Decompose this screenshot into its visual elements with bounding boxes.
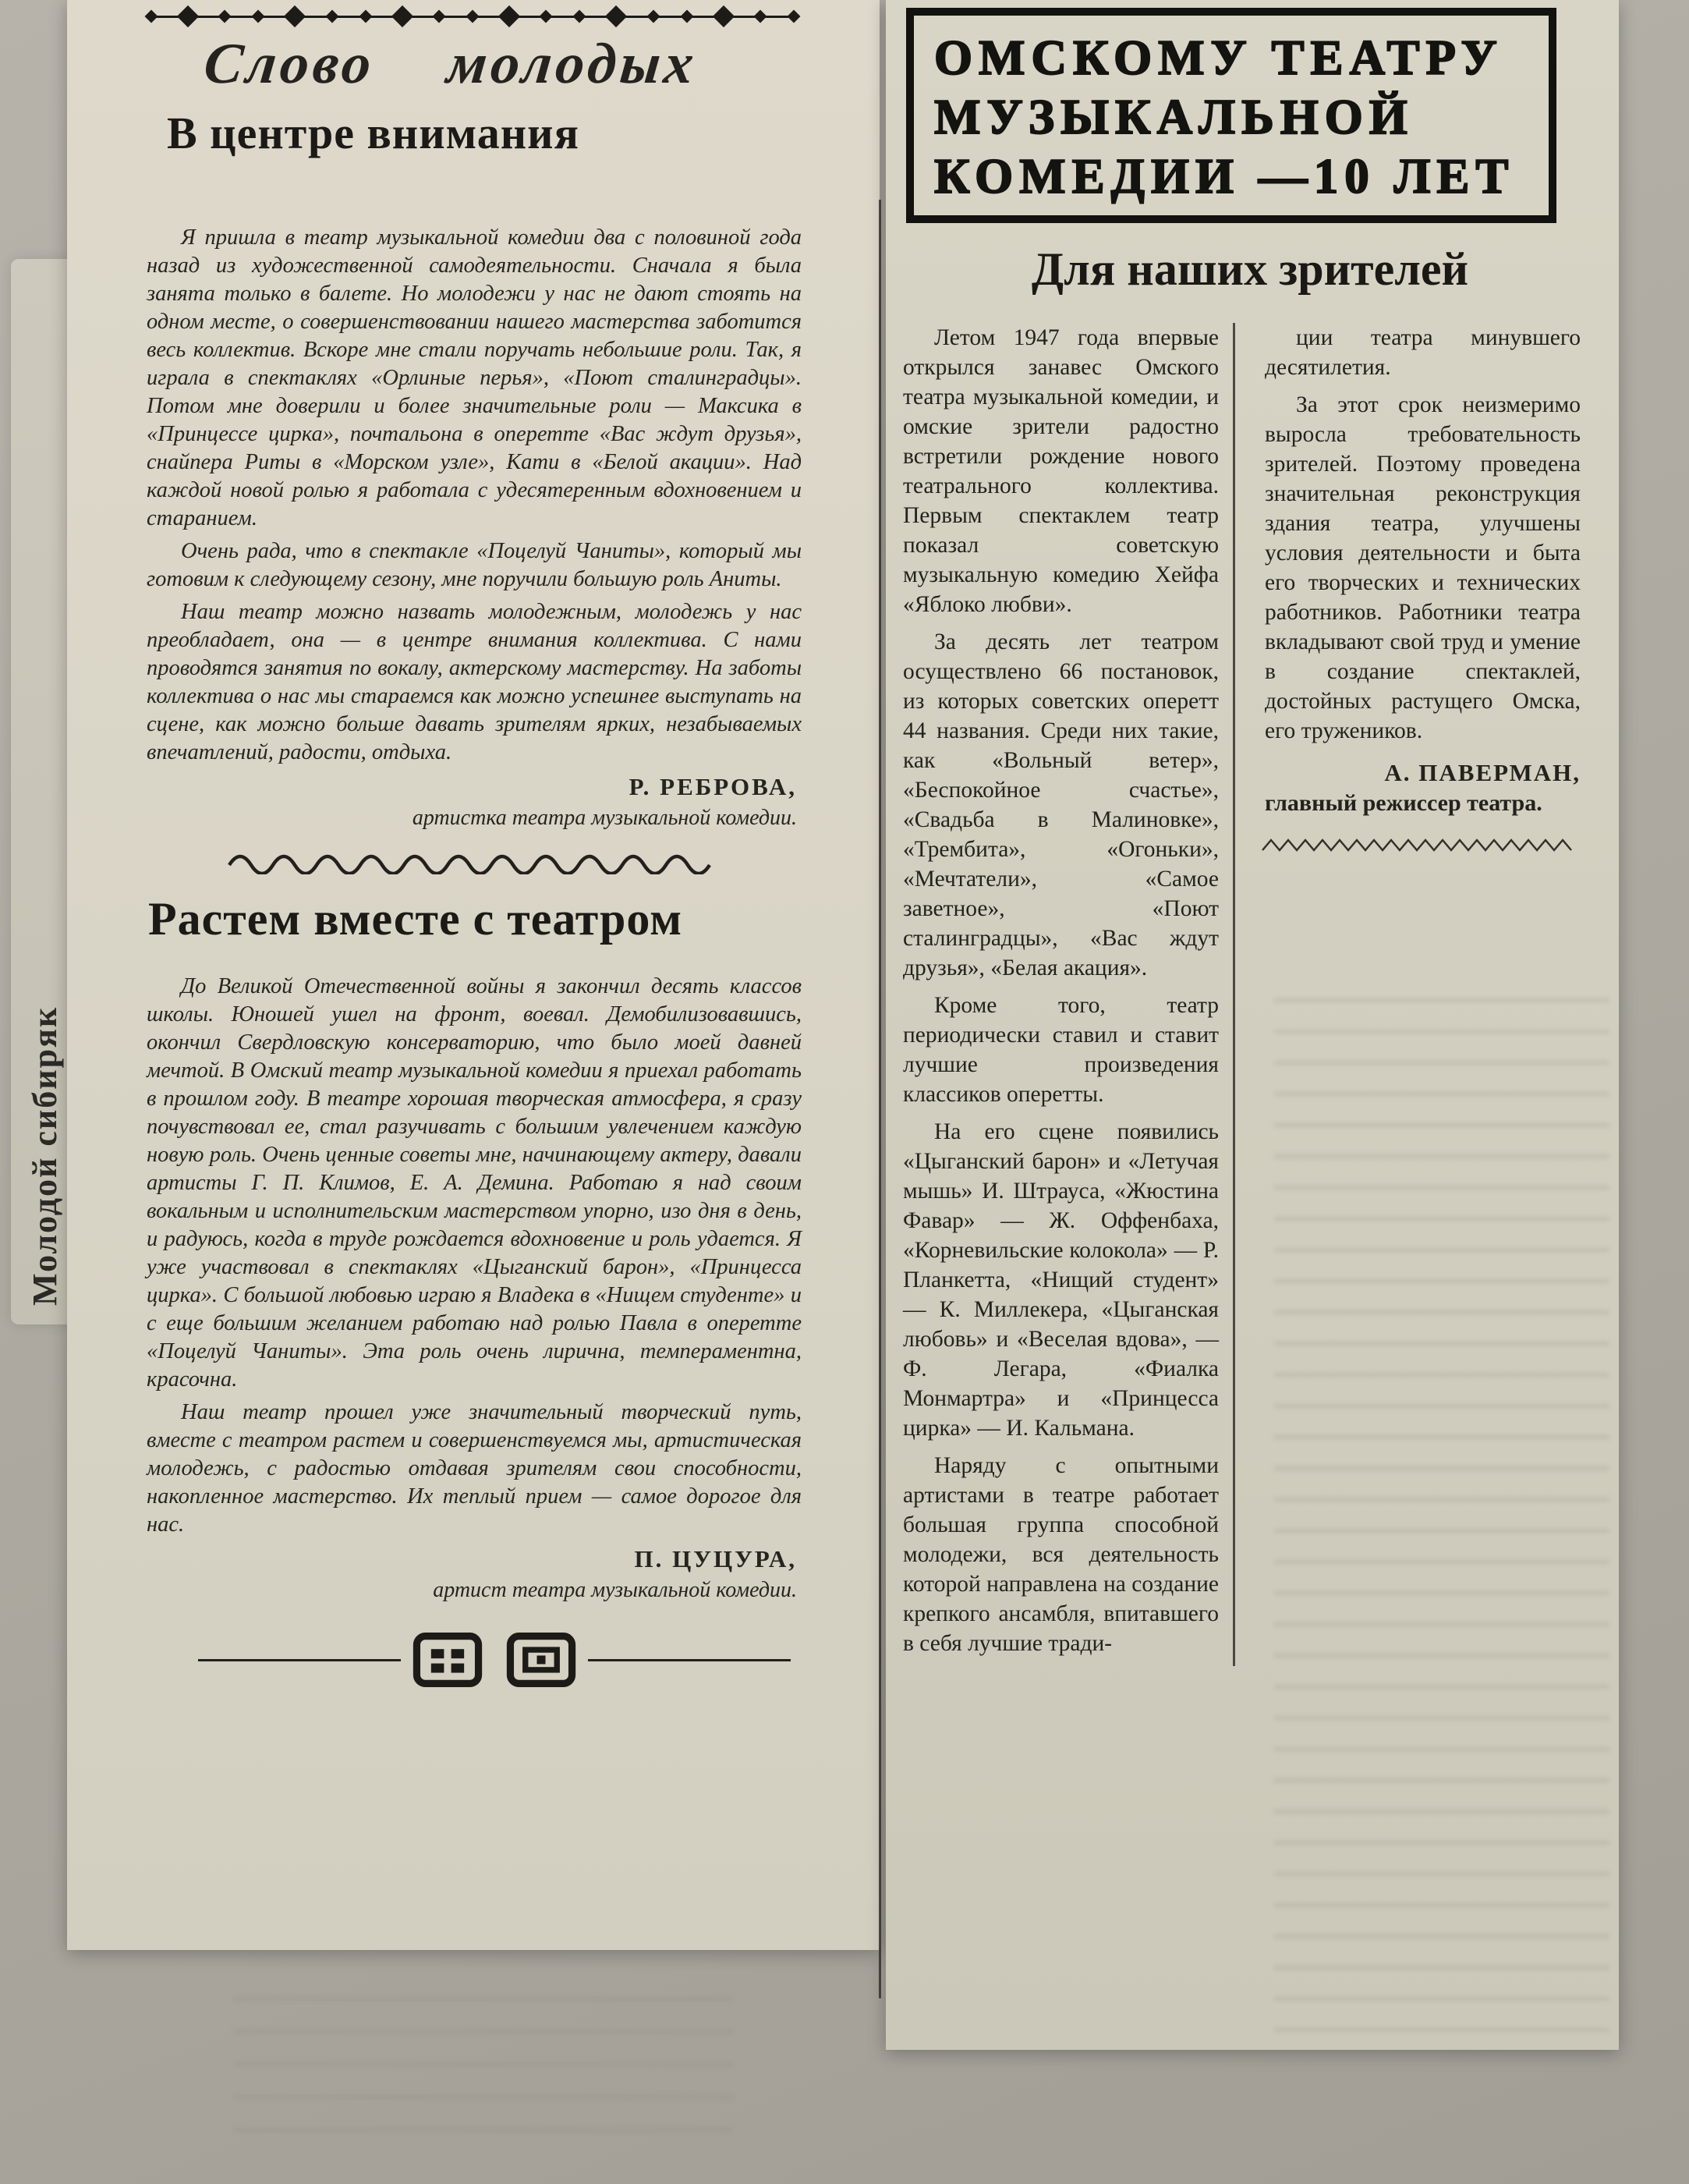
article1-body (147, 224, 802, 832)
masthead-line: ОМСКОМУ ТЕАТРУ (934, 30, 1503, 85)
paragraph: Наш театр прошел уже значительный творческий путь, вместе с театром растем и совершенствуемся мы, артистическая молодежь, с радостью отдавая зрителям свои способности, накопленное мастерство. Их теплый прием — самое дорогое для нас. (147, 1400, 802, 1537)
article3-signature (1265, 758, 1581, 817)
article2-title: Растем вместе с театром (148, 893, 683, 945)
signature-name: Р. РЕБРОВА, (629, 773, 797, 801)
signature-role: артистка театра музыкальной комедии. (412, 806, 797, 831)
paragraph: Кроме того, театр периодически ставил и ставит лучшие произведения классиков оперетты. (903, 993, 1219, 1107)
article2-signature (147, 1545, 797, 1604)
masthead-line: МУЗЫКАЛЬНОЙ (934, 90, 1414, 144)
signature-name: А. ПАВЕРМАН, (1384, 759, 1581, 786)
article3-columns (903, 323, 1597, 1666)
rule-line (588, 1659, 791, 1661)
column-divider (1233, 323, 1235, 1666)
article3-title: Для наших зрителей (1031, 243, 1469, 295)
masthead-line: КОМЕДИИ —10 ЛЕТ (934, 149, 1515, 204)
article1-title: В центре внимания (167, 108, 579, 159)
showthrough-texture (234, 1997, 733, 2153)
article2-body (147, 973, 802, 1604)
right-clipping (886, 0, 1619, 2050)
diamond-border (147, 6, 798, 27)
printer-ornament-icon (412, 1631, 483, 1689)
paragraph: Летом 1947 года впервые открылся занавес Омского театра музыкальной комедии, и омские зрители радостно встретили рождение нового театрального коллектива. Первым спектаклем театр показал советскую музыкальную комедию Хейфа «Яблоко любви». (903, 325, 1219, 617)
bottom-rule (198, 1631, 791, 1689)
newspaper-spine-title: Молодой сибиряк (26, 1005, 64, 1306)
rubric-header: Слово молодых (200, 32, 701, 96)
wavy-divider-icon (225, 851, 724, 874)
signature-role: главный режиссер театра. (1265, 790, 1542, 816)
left-clipping (67, 0, 880, 1950)
article3-column-2 (1265, 323, 1581, 1666)
zigzag-torn-edge (1260, 836, 1580, 853)
signature-role: артист театра музыкальной комедии. (433, 1578, 797, 1603)
paragraph: ции театра минувшего десятилетия. (1265, 325, 1581, 380)
paragraph: Наш театр можно назвать молодежным, молодежь у нас преобладает, она — в центре внимания коллектива. С нами проводятся занятия по вокалу, актерскому мастерству. На заботы коллектива о нас мы стараемся как можно успешнее выступать на сцене, как можно больше давать зрителям ярких, незабываемых впечатлений, радости, отдыха. (147, 600, 802, 765)
paragraph: Наряду с опытными артистами в театре работает большая группа способной молодежи, вся деятельность которой направлена на создание крепкого ансамбля, впитавшего в себя лучшие тради- (903, 1453, 1219, 1656)
paragraph: Я пришла в театр музыкальной комедии два с половиной года назад из художественной самодеятельности. Сначала я была занята только в балете. Но молодежи у нас не дают стоять на одном месте, о совершенствовании нашего мастерства заботится весь коллектив. Вскоре мне стали поручать небольшие роли. Так, я играла в спектаклях «Орлиные перья», «Поют сталинградцы». Потом мне доверили и более значительные роли — Максика в «Принцессе цирка», почтальона в оперетте «Вас ждут друзья», снайпера Риты в «Морском узле», Кати в «Белой акации». Над каждой новой ролью я работала с удесятеренным вдохновением и старанием. (147, 225, 802, 531)
masthead-box (906, 8, 1556, 223)
paragraph: За этот срок неизмеримо выросла требовательность зрителей. Поэтому проведена значительная реконструкция здания театра, улучшены условия деятельности и быта его творческих и технических работников. Работники театра вкладывают свой труд и умение в создание спектаклей, достойных растущего Омска, его тружеников. (1265, 392, 1581, 743)
paragraph: За десять лет театром осуществлено 66 постановок, из которых советских оперетт 44 названия. Среди них такие, как «Вольный ветер», «Беспокойное счастье», «Свадьба в Малиновке», «Трембита», «Огоньки», «Мечтатели», «Самое заветное», «Поют сталинградцы», «Вас ждут друзья», «Белая акация». (903, 629, 1219, 980)
article1-signature (147, 773, 797, 832)
rule-line (198, 1659, 401, 1661)
clipping-divider-line (879, 200, 881, 1998)
signature-name: П. ЦУЦУРА, (634, 1545, 797, 1573)
paragraph: Очень рада, что в спектакле «Поцелуй Чаниты», который мы готовим к следующему сезону, мне поручили большую роль Аниты. (147, 539, 802, 592)
paragraph: До Великой Отечественной войны я закончил десять классов школы. Юношей ушел на фронт, воевал. Демобилизовавшись, окончил Свердловскую консерваторию, что было моей давней мечтой. В Омский театр музыкальной комедии я приехал работать в прошлом году. В театре хорошая творческая атмосфера, я сразу почувствовал ее, стал разучивать с большим увлечением каждую новую роль. Очень ценные советы мне, начинающему актеру, давали артисты Г. П. Климов, Е. А. Демина. Работаю я над своим вокальным и исполнительским мастерством упорно, изо дня в день, и радуюсь, когда в труде рождается вдохновение и роль удается. Я уже участвовал в спектаклях «Цыганский барон», «Принцесса цирка». С большой любовью играю я Владека в «Нищем студенте» и с еще большим желанием работаю над ролью Павла в оперетте «Поцелуй Чаниты». Эта роль очень лирична, темпераментна, красочна. (147, 974, 802, 1392)
article3-column-1 (903, 323, 1219, 1666)
printer-ornament-icon (505, 1631, 577, 1689)
paragraph: На его сцене появились «Цыганский барон» и «Летучая мышь» И. Штрауса, «Жюстина Фавар» — Ж. Оффенбаха, «Корневильские колокола» — Р. Планкетта, «Нищий студент» — К. Миллекера, «Цыганская любовь» и «Веселая вдова», — Ф. Легара, «Фиалка Монмартра» и «Принцесса цирка» — И. Кальмана. (903, 1119, 1219, 1441)
